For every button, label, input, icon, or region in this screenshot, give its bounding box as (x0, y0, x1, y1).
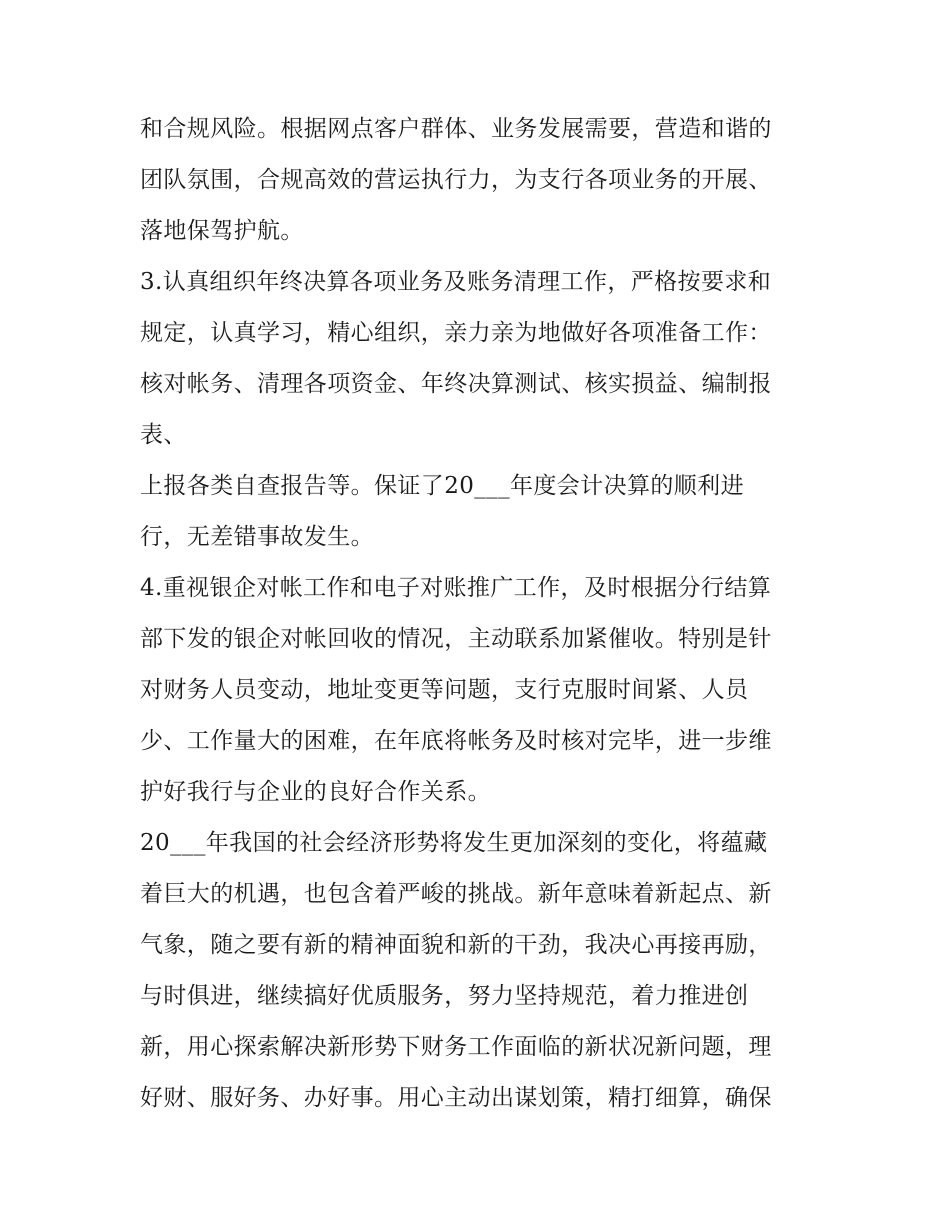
text-line: 表、 (140, 422, 187, 448)
text-line: 新，用心探索解决新形势下财务工作面临的新状况新问题，理 (140, 1034, 772, 1060)
text-line: 少、工作量大的困难，在年底将帐务及时核对完毕，进一步维 (140, 728, 772, 754)
text-line: 部下发的银企对帐回收的情况，主动联系加紧催收。特别是针 (140, 626, 772, 652)
text-line: 气象，随之要有新的精神面貌和新的干劲，我决心再接再励， (140, 932, 772, 958)
text-line: 落地保驾护航。 (140, 218, 304, 244)
text-line: 4.重视银企对帐工作和电子对账推广工作，及时根据分行结算 (140, 575, 772, 601)
text-line: 核对帐务、清理各项资金、年终决算测试、核实损益、编制报 (140, 371, 772, 397)
text-line: 规定，认真学习，精心组织，亲力亲为地做好各项准备工作： (140, 320, 772, 346)
text-line: 上报各类自查报告等。保证了20___年度会计决算的顺利进 (140, 473, 744, 499)
text-line: 20___年我国的社会经济形势将发生更加深刻的变化，将蕴藏 (140, 830, 768, 856)
text-line: 和合规风险。根据网点客户群体、业务发展需要，营造和谐的 (140, 116, 772, 142)
text-line: 行，无差错事故发生。 (140, 524, 374, 550)
body-text (140, 104, 820, 1124)
text-line: 护好我行与企业的良好合作关系。 (140, 779, 491, 805)
text-line: 团队氛围，合规高效的营运执行力，为支行各项业务的开展、 (140, 167, 772, 193)
text-line: 着巨大的机遇，也包含着严峻的挑战。新年意味着新起点、新 (140, 881, 772, 907)
text-line: 好财、服好务、办好事。用心主动出谋划策，精打细算，确保 (140, 1085, 772, 1111)
text-line: 与时俱进，继续搞好优质服务，努力坚持规范，着力推进创 (140, 983, 749, 1009)
text-line: 3.认真组织年终决算各项业务及账务清理工作，严格按要求和 (140, 269, 772, 295)
text-line: 对财务人员变动，地址变更等问题，支行克服时间紧、人员 (140, 677, 749, 703)
